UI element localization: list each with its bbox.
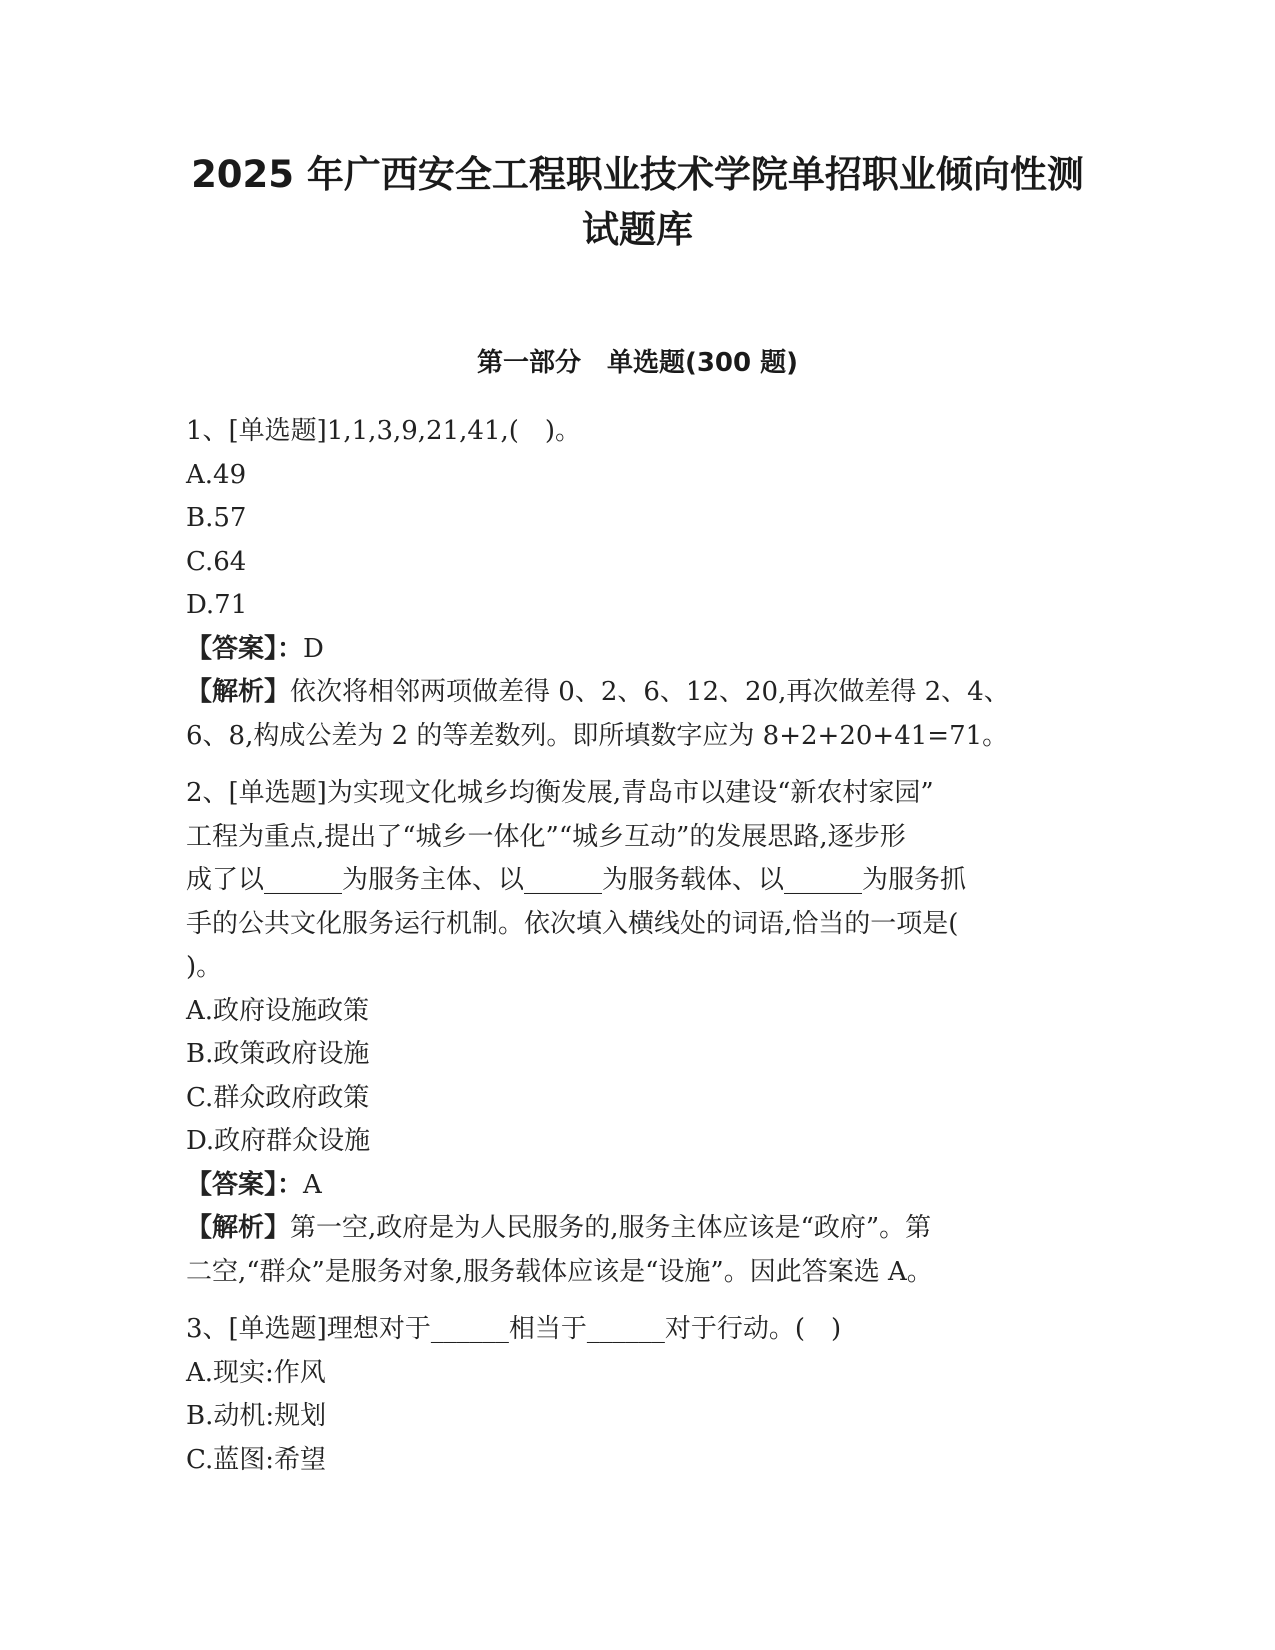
answer-value: A [303, 1169, 322, 1200]
option-c: C.64 [186, 546, 247, 577]
option-d: D.政府群众设施 [186, 1126, 371, 1156]
option-c: C.群众政府政策 [186, 1082, 370, 1113]
question-stem: 2、[单选题]为实现文化城乡均衡发展,青岛市以建设“新农村家园” [186, 778, 934, 808]
answer-label: 【答案】： [186, 633, 304, 664]
option-c: C.蓝图:希望 [186, 1444, 326, 1475]
question-stem: 3、[单选题]理想对于______相当于______对于行动。( ) [186, 1314, 842, 1344]
option-b: B.57 [186, 503, 247, 533]
option-d: D.71 [186, 590, 248, 620]
analysis-text: 6、8,构成公差为 2 的等差数列。即所填数字应为 8+2+20+41=71。 [186, 720, 1009, 751]
analysis-line [186, 671, 1086, 715]
option-a: A.49 [186, 459, 247, 490]
analysis-text: 二空,“群众”是服务对象,服务载体应该是“设施”。因此答案选 A。 [186, 1256, 933, 1287]
option-b: B.动机:规划 [186, 1401, 327, 1431]
question-block [186, 772, 1086, 1294]
question-stem: 工程为重点,提出了“城乡一体化”“城乡互动”的发展思路,逐步形 [186, 821, 906, 852]
analysis-label: 【解析】 [186, 1213, 291, 1243]
answer-label: 【答案】： [186, 1169, 304, 1200]
question-list [186, 410, 1086, 1482]
analysis-text: 依次将相邻两项做差得 0、2、6、12、20,再次做差得 2、4、 [290, 677, 1010, 707]
answer-line [186, 628, 1086, 672]
analysis-line [186, 1207, 1086, 1251]
question-block [186, 410, 1086, 758]
answer-line [186, 1164, 1086, 1208]
answer-value: D [303, 633, 324, 664]
question-stem: )。 [186, 952, 223, 982]
analysis-label: 【解析】 [186, 677, 291, 707]
question-stem: 1、[单选题]1,1,3,9,21,41,( )。 [186, 416, 582, 446]
option-a: A.政府设施政策 [186, 995, 370, 1026]
analysis-text: 第一空,政府是为人民服务的,服务主体应该是“政府”。第 [290, 1213, 932, 1243]
question-block [186, 1308, 1086, 1482]
option-a: A.现实:作风 [186, 1357, 326, 1388]
option-b: B.政策政府设施 [186, 1039, 370, 1069]
section-heading: 第一部分 单选题(300 题) [476, 348, 799, 378]
document-title-line-2: 试题库 [582, 208, 693, 251]
document-title-line-1: 2025 年广西安全工程职业技术学院单招职业倾向性测 [191, 153, 1084, 196]
question-stem: 成了以______为服务主体、以______为服务载体、以______为服务抓 [186, 865, 967, 895]
question-stem: 手的公共文化服务运行机制。依次填入横线处的词语,恰当的一项是( [186, 908, 959, 939]
